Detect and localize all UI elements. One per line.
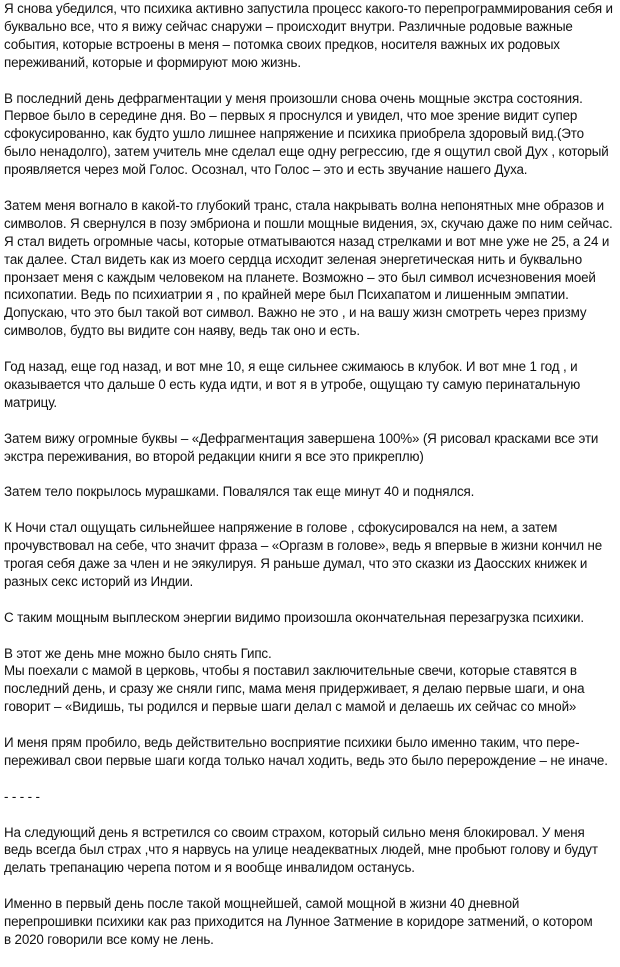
text-line: в 2020 говорили все кому не лень. xyxy=(4,931,214,947)
text-line: матрицу. xyxy=(4,394,57,410)
text-line: Я снова убедился, что психика активно запустила процесс какого-то перепрограммирования себя и xyxy=(4,1,613,16)
paragraph-11 xyxy=(4,824,618,878)
text-line: Именно в первый день после такой мощнейшей, самой мощной в жизни 40 дневной xyxy=(4,896,520,912)
paragraph-4 xyxy=(4,358,618,412)
text-line: К Ночи стал ощущать сильнейшее напряжение в голове , сфокусировался на нем, а затем xyxy=(4,520,558,536)
paragraph-5 xyxy=(4,430,618,466)
text-line: говорит – «Видишь, ты родился и первые шаги делал с мамой и делаешь их сейчас со мной» xyxy=(4,699,577,715)
text-line: буквально все, что я вижу сейчас снаружи – происходит внутри. Различные родовые важные xyxy=(4,18,573,34)
text-line: так далее. Стал видеть как из моего сердца исходит зеленая энергетическая нить и буквально xyxy=(4,251,583,267)
text-line: И меня прям пробило, ведь действительно восприятие психики было именно таким, что пере- xyxy=(4,735,580,751)
text-line: Допускаю, что это был такой вот символ. Важно не это , и на вашу жизн смотреть через призму xyxy=(4,305,587,321)
text-line: оказывается что дальше 0 есть куда идти, и вот я в утробе, ощущаю ту самую перинатальную xyxy=(4,376,581,392)
paragraph-3 xyxy=(4,197,618,340)
text-line: Я стал видеть огромные часы, которые отматываются назад стрелками и вот мне уже не 25, а 24 и xyxy=(4,233,610,249)
text-line: Затем меня вогнало в какой-то глубокий транс, стала накрывать волна непонятных мне образов и xyxy=(4,197,604,213)
paragraph-7 xyxy=(4,519,618,591)
text-line: Год назад, еще год назад, и вот мне 10, я еще сильнее сжимаюсь в клубок. И вот мне 1 год , и xyxy=(4,359,578,375)
paragraph-12 xyxy=(4,895,618,949)
text-line: перепрошивки психики как раз приходится на Лунное Затмение в коридоре затмений, о котором xyxy=(4,914,593,930)
text-line: экстра переживания, во второй редакции книги я все это прикреплю) xyxy=(4,448,424,464)
text-line: трогая себя даже за член и не эякулируя. Я раньше думал, что это сказки из Даосских книжек и xyxy=(4,556,588,571)
text-line: переживал свои первые шаги когда только начал ходить, ведь это было перерождение – не иначе. xyxy=(4,752,608,768)
paragraph-9 xyxy=(4,645,618,717)
text-line: сфокусированно, как будто ушло лишнее напряжение и психика приобрела здоровый вид.(Это xyxy=(4,126,584,142)
text-line: На следующий день я встретился со своим страхом, который сильно меня блокировал. У меня xyxy=(4,824,585,840)
paragraph-10 xyxy=(4,734,618,770)
separator-dashes: - - - - - xyxy=(4,788,40,804)
text-line: последний день, и сразу же сняли гипс, мама меня придерживает, я делаю первые шаги, и она xyxy=(4,681,585,697)
text-line: символов. Я свернулся в позу эмбриона и пошли мощные видения, эх, скучаю даже по ним сейчас. xyxy=(4,215,613,231)
text-line: В последний день дефрагментации у меня произошли снова очень мощные экстра состояния. xyxy=(4,90,583,106)
text-line: Затем вижу огромные буквы – «Дефрагментация завершена 100%» (Я рисовал красками все эти xyxy=(4,430,599,446)
text-line: Затем тело покрылось мурашками. Повалялся так еще минут 40 и поднялся. xyxy=(4,484,475,500)
text-line: проявляется через мой Голос. Осознал, что Голос – это и есть звучание нашего Духа. xyxy=(4,162,528,178)
text-line: пронзает меня с каждым человеком на планете. Возможно – это был символ исчезновения моей xyxy=(4,269,596,285)
paragraph-1 xyxy=(4,0,618,72)
text-line: Первое было в середине дня. Во – первых я проснулся и увидел, что мое зрение видит супер xyxy=(4,108,578,124)
text-line: события, которые встроены в меня – потомка своих предков, носителя важных их родовых xyxy=(4,36,560,52)
text-line: С таким мощным выплеском энергии видимо произошла окончательная перезагрузка психики. xyxy=(4,609,584,625)
text-line: было ненадолго), затем учитель мне сделал еще одну регрессию, где я ощутил свой Дух , который xyxy=(4,144,609,160)
text-line: прочувствовал на себе, что значит фраза – «Оргазм в голове», ведь я впервые в жизни кончил не xyxy=(4,538,603,554)
text-line: переживаний, которые и формируют мою жизнь. xyxy=(4,54,301,70)
text-line: психопатии. Ведь по психиатрии я , по крайней мере был Психапатом и лишенным эмпатии. xyxy=(4,287,569,303)
section-separator xyxy=(4,788,618,806)
text-line: В этот же день мне можно было снять Гипс. xyxy=(4,645,272,661)
paragraph-8 xyxy=(4,609,618,627)
text-line: разных секс историй из Индии. xyxy=(4,573,194,589)
text-line: Мы поехали с мамой в церковь, чтобы я поставил заключительные свечи, которые ставятся в xyxy=(4,663,577,679)
document-page xyxy=(4,0,618,967)
paragraph-6 xyxy=(4,483,618,501)
text-line: делать трепанацию черепа потом и я вообще инвалидом останусь. xyxy=(4,860,415,876)
text-line: символов, будто вы видите сон наяву, ведь так оно и есть. xyxy=(4,323,360,339)
paragraph-2 xyxy=(4,90,618,180)
text-line: ведь всегда был страх ,что я нарвусь на улице неадекватных людей, мне пробьют голову и будут xyxy=(4,842,598,858)
